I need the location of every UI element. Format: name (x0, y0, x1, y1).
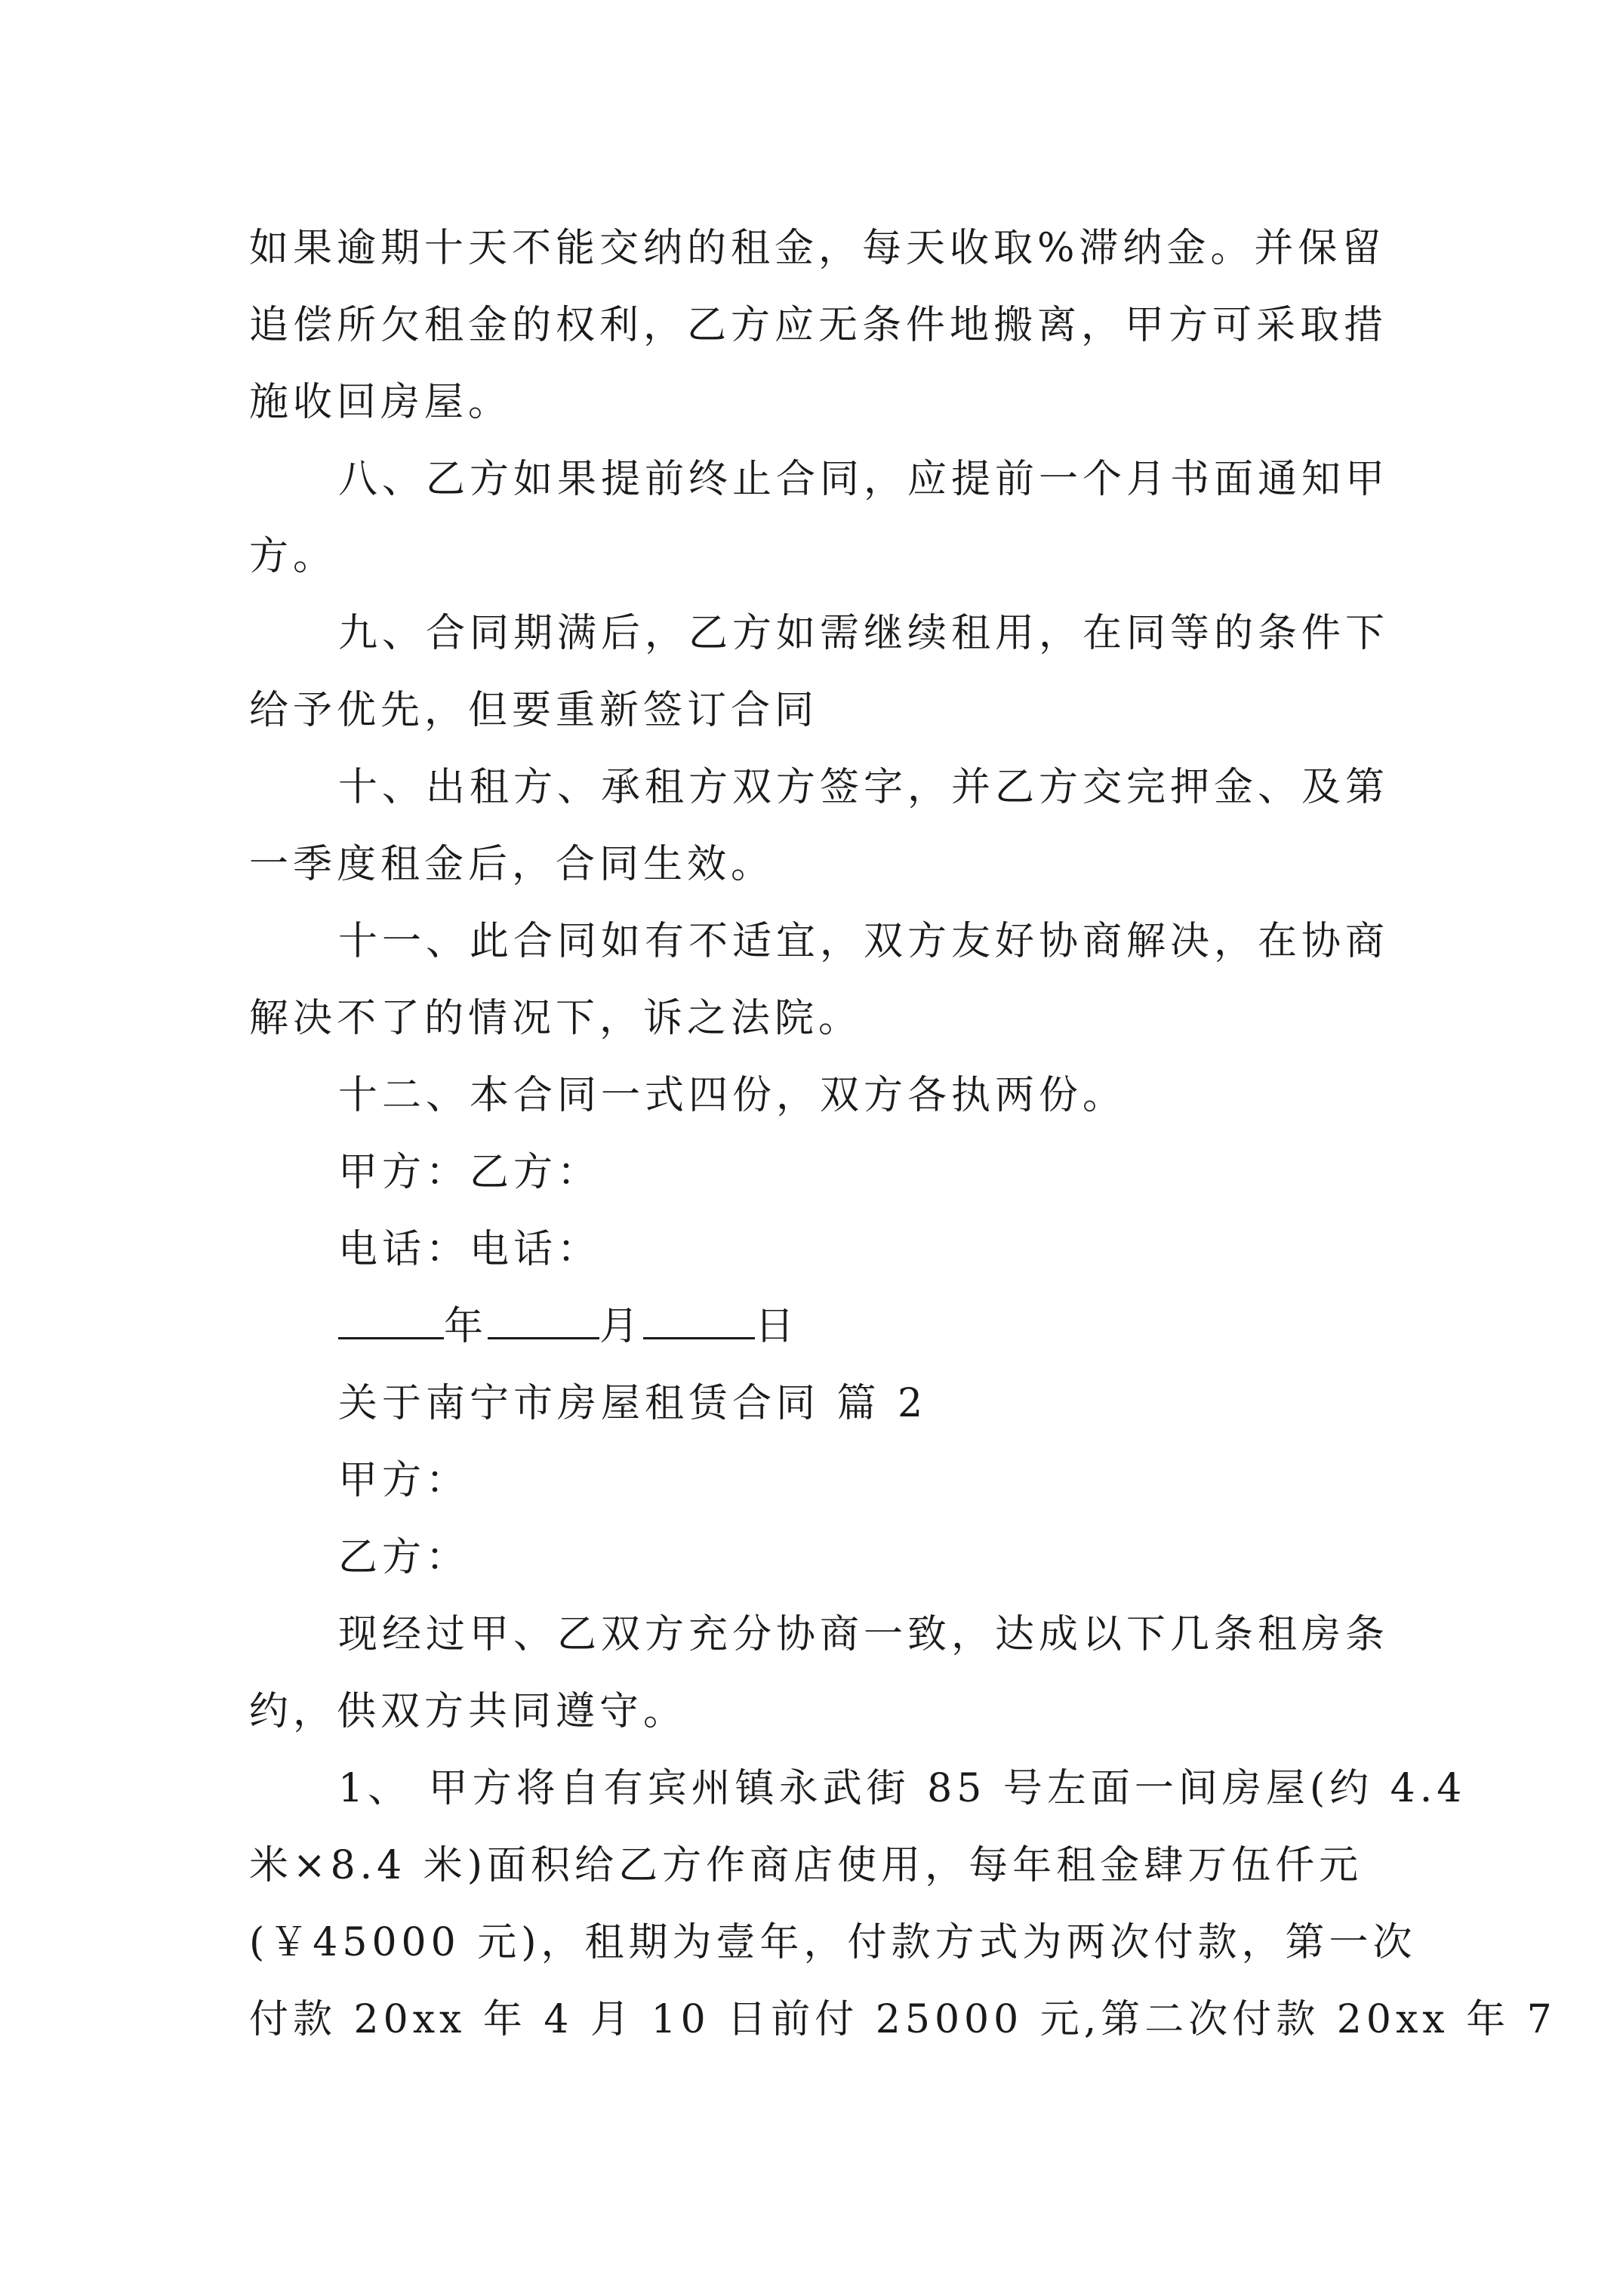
text-line: 付款 20xx 年 4 月 10 日前付 25000 元,第二次付款 20xx 年 7 (249, 1997, 1557, 2042)
day-blank (643, 1301, 755, 1339)
clause-9: 九、合同期满后，乙方如需继续租用，在同等的条件下 (338, 611, 1390, 656)
text-line: 一季度租金后，合同生效。 (249, 842, 775, 887)
clause-10: 十、出租方、承租方双方签字，并乙方交完押金、及第 (338, 765, 1390, 810)
phone-line: 电话：电话： (338, 1227, 602, 1272)
text-line: 追偿所欠租金的权利，乙方应无条件地搬离，甲方可采取措 (249, 303, 1388, 348)
clause-11: 十一、此合同如有不适宜，双方友好协商解决，在协商 (338, 919, 1390, 964)
text-line: 解决不了的情况下，诉之法院。 (249, 996, 863, 1041)
text-line: 约，供双方共同遵守。 (249, 1689, 688, 1734)
date-line (249, 1288, 1397, 1365)
intro-line: 现经过甲、乙双方充分协商一致，达成以下几条租房条 (338, 1612, 1390, 1657)
clause-8: 八、乙方如果提前终止合同，应提前一个月书面通知甲 (338, 457, 1390, 502)
clause-12: 十二、本合同一式四份，双方各执两份。 (338, 1073, 1127, 1118)
section-title: 关于南宁市房屋租赁合同 篇 2 (338, 1381, 928, 1426)
clause-1: 1、 甲方将自有宾州镇永武街 85 号左面一间房屋(约 4.4 (338, 1766, 1467, 1811)
month-label: 月 (599, 1304, 644, 1349)
text-line: (￥45000 元)，租期为壹年，付款方式为两次付款，第一次 (249, 1920, 1417, 1965)
year-blank (338, 1301, 444, 1339)
text-line: 施收回房屋。 (249, 380, 513, 425)
text-line: 方。 (249, 534, 337, 579)
text-line: 米×8.4 米)面积给乙方作商店使用，每年租金肆万伍仟元 (249, 1843, 1363, 1888)
day-label: 日 (755, 1304, 799, 1349)
party-b-line: 乙方： (338, 1535, 470, 1580)
text-line: 给予优先，但要重新签订合同 (249, 688, 819, 733)
year-label: 年 (444, 1304, 488, 1349)
contract-text-block (249, 210, 1557, 2058)
text-line: 如果逾期十天不能交纳的租金，每天收取%滞纳金。并保留 (249, 226, 1386, 271)
signature-line: 甲方：乙方： (338, 1150, 602, 1195)
month-blank (488, 1301, 599, 1339)
party-a-line: 甲方： (338, 1458, 470, 1503)
